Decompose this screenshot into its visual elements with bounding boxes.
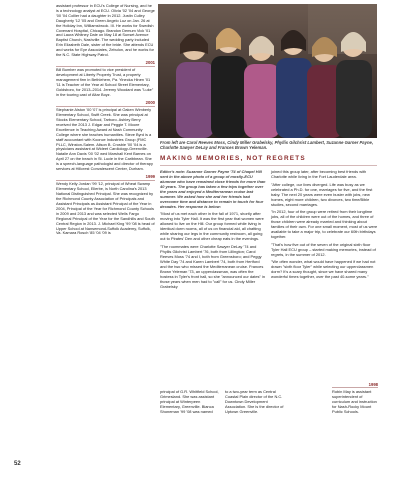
story-paragraph: "The roommates were Charlotte Sawyer DeLay '74 and Phyllis Gilchrist Lambert '76, both from Lillington; Carol Reeves Moss '74 and I, both from Greensboro; and Peggy White Day '74 and Karen Lambert '74, both from Hertford and the two who missed the Mediterranean cruise. Frances Brown Yeleman '73, an upperclassman, was often the hostess in Tyler's front hall, so she "announced our dates" in those years when men had to "call" for us. Cindy Miller Grabelsky — [160, 243, 266, 289]
year-header-2001: 2001 — [56, 61, 155, 67]
story-paragraph: "In 2012, four of the group were retired from their longtime jobs, all of the children were out of the homes, and three of those children were already married and thinking about families of their own. For one small moment, most of us were available to take a major trip, to celebrate our 60th birthdays together. — [271, 209, 378, 240]
story-column-1 — [160, 170, 266, 292]
story-paragraph: "After college, our lives diverged. Life was busy as we celebrated a Ph.D. for one, marriages for five, and the first baby. The next 20 years were even busier with jobs, new homes, eight more children, two divorces, two time/Bible studies, second marriages. — [271, 181, 373, 207]
alumni-note-lower-3: Robin May is assistant superintendent of curriculum and instruction for Nash-Rocky Mount Public Schools. — [332, 389, 377, 414]
left-column-paragraph: Wendy Kelly Jordan '99 '12, principal of Wheat Swamp Elementary School, Ellerbe, is North Carolina's 2013 National Distinguished Principal. She was recognized by the Richmond County Association of Principals and Assistant Principals as Assistant Principal of the Year in 2004, Principal of the Year for Richmond County Schools in 2009 and 2013 and was selected Wells Fargo Regional Principal of the Year for the Sandhills and South Central Region in 2013. J. Michael King '99 '08 is head of Upper School at Nansemond-Suffolk Academy, Suffolk, Va. Kamara Rosch '85 '04 '09 is — [56, 181, 155, 236]
story-paragraph: "That's how five out of the seven of the original sixth floor Tyler Hall ECU group – started making memories, instead of regrets, in the summer of 2012. — [271, 241, 376, 257]
alumni-note-lower-2: to a two-year term as Central Coastal Plain director of the N.C. Downtown Development Association. She is the director of Uptown Greenville. — [225, 389, 284, 414]
year-header-2000: 2000 — [56, 101, 155, 107]
story-column-2 — [271, 170, 378, 283]
heading-divider — [160, 165, 377, 166]
section-heading: MAKING MEMORIES, NOT REGRETS — [160, 155, 306, 162]
group-photo — [158, 4, 377, 138]
story-paragraph: joined this group later, after becoming best friends with Charlotte while living in the Fort Lauderdale area. — [271, 169, 367, 179]
year-header-1999: 1999 — [56, 175, 155, 181]
year-header-1998: 1998 — [332, 382, 378, 388]
editor-note: Editor's note: Suzanne Garner Payne '74 of Chapel Hill sent in the above photo of a group of mostly-ECU alumnae who have remained close friends for more than 40 years. The group has taken a few trips together over the years and enjoyed a Mediterranean cruise last summer. We asked how she and her friends had overcome time and distance to remain in touch for four decades. Her response is below: — [160, 169, 266, 209]
left-column-paragraph: assistant professor in ECU's College of Nursing, and he is a technology analyst at ECU. Olivia '02 '04 and George '00 '04 Collier had a daughter in 2012. Justin Culley Daugherty '12 '05 and Green Angelo Luz on Jan. 26 at the Holiday Inn, Williamsbrook. III. He works for Swedish Covenant Hospital, Chicago. Brandon Demum Vick '01 and Laura Whitney Dale on May 18 at Sunset Avenue Baptist Church, Nashville. The wedding party included Erin Elizabeth Dale, sister of the bride. She attends ECU and works for Eye Associates, Zebulon, and he works for the N.C. State Highway Patrol. — [56, 3, 155, 58]
left-column — [56, 4, 155, 239]
left-column-paragraph: Bill Bumber was promoted to vice president of development at Liberty Property Trust, a property management firm in Bethlehem, Pa. Yinecka Hinen '01 '11 is Teacher of the Year at School Street Elementary, Goldsboro, for 2013–2014. Jeremy Woodard was "Luke" in the touring cast of Altar Boyz. — [56, 67, 154, 97]
alumni-note-lower-1: principal of G.R. Whitfield School, Grimesland. She was assistant principal at Winterpeen Elementary, Greenville. Bianca Shoneman '99 '08 was named — [160, 389, 219, 414]
photo-caption: From left are Carol Reeves Moss, Cindy Miller Grabelsky, Phyllis Gilchrist Lambert, Suzanne Garner Payne, Charlotte Sawyer DeLay and Frances Brown Yeleman. — [160, 140, 374, 151]
story-paragraph: "Most of us met each other in the fall of 1971, shortly after moving into Tyler Hall. It was the first year that women were allowed to live on the Hill. Our group formed while living in identical dorm rooms, all of us on financial aid, all chatting while sharing our legs in the community restroom, all going out to Pirates' Den and other cheap eats in the evenings. — [160, 211, 264, 242]
left-column-paragraph: Stephanie Alston '00 '07 is principal at Oaken Wimberly Elementary School, Swift Creek. She was principal at Stocks Elementary School, Tarboro. Ashley Berry received the 2013 J. Edgar and Peggie T. Moore Excellence in Teaching Award at Nash Community College where she teaches humanities. Steve Byrd is a staff accountant with Koonce Industries Group (FMC PLLC, Winston-Salem. Alison B. Crosbie '00 '04 is a physicians assistant at Wideet Cardiology-Greenville. Natalie Ann Davis '00 '02 wed Marshall Kent Barnes on April 27 on the beach in St. Lucie in the Caribbean. She is a speech-language pathologist and director of therapy services at Hillcrest Convalescent Center, Durham. — [56, 107, 153, 172]
page-number: 52 — [14, 461, 21, 467]
story-paragraph: "We often wonder, what would have happened if we had not drawn "sixth floor Tyler" while selecting our upperclassmen dorm? It's a scary thought, since we have shared many wonderful times together, over the past 40-some years." — [271, 259, 376, 280]
group-photo-illustration — [158, 4, 377, 138]
